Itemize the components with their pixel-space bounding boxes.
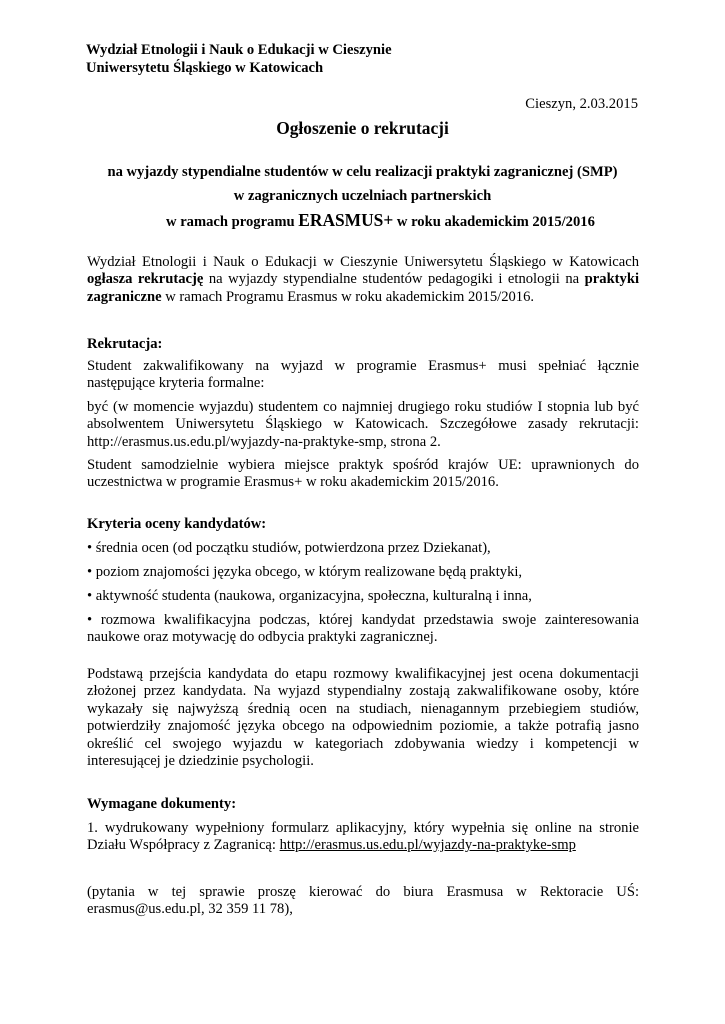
documents-item-1: [87, 820, 639, 855]
documents-item-1-text: 1. wydrukowany wypełniony formularz aplikacyjny, który wypełnia się online na stronie Działu Współpracy z Zagranicą:: [87, 820, 639, 854]
page-title: Ogłoszenie o rekrutacji: [276, 118, 449, 138]
recruitment-paragraph-3: Student samodzielnie wybiera miejsce praktyk spośród krajów UE: uprawnionych do uczestnictwa w programie Erasmus+ w roku akademickim 2015/2016.: [87, 457, 639, 491]
application-form-link[interactable]: http://erasmus.us.edu.pl/wyjazdy-na-praktyke-smp: [279, 837, 576, 854]
criteria-item-4: • rozmowa kwalifikacyjna podczas, której kandydat przedstawia swoje zainteresowania naukowe oraz motywację do odbycia praktyki zagranicznej.: [87, 612, 639, 646]
contact-paragraph: (pytania w tej sprawie proszę kierować do biura Erasmusa w Rektoracie UŚ: erasmus@us.edu.pl, 32 359 11 78),: [87, 884, 639, 918]
subtitle-line-3: [166, 212, 595, 231]
recruitment-paragraph-1: Student zakwalifikowany na wyjazd w programie Erasmus+ musi spełniać łącznie następujące kryteria formalne:: [87, 358, 639, 392]
intro-bold-2: praktyki zagraniczne: [87, 271, 640, 305]
intro-part-3: w ramach Programu Erasmus w roku akademickim 2015/2016.: [161, 288, 535, 305]
intro-bold-1: ogłasza rekrutację: [87, 271, 204, 288]
recruitment-paragraph-2: być (w momencie wyjazdu) studentem co najmniej drugiego roku studiów I stopnia lub być absolwentem Uniwersytetu Śląskiego w Katowicach. Szczegółowe zasady rekrutacji: http://erasmus.us.edu.pl/wyjazdy-na-praktyke-smp, strona 2.: [87, 399, 639, 450]
intro-part-1: Wydział Etnologii i Nauk o Edukacji w Cieszynie Uniwersytetu Śląskiego w Katowicach: [87, 254, 639, 270]
intro-part-2: na wyjazdy stypendialne studentów pedagogiki i etnologii na: [203, 271, 585, 288]
university-name: Uniwersytetu Śląskiego w Katowicach: [86, 60, 324, 76]
recruitment-heading: Rekrutacja:: [87, 336, 163, 352]
subtitle-line-2: w zagranicznych uczelniach partnerskich: [233, 188, 492, 204]
subtitle-line-3-pre: w ramach programu: [166, 214, 299, 230]
intro-paragraph: [87, 254, 639, 306]
program-name: ERASMUS+: [298, 210, 394, 230]
criteria-item-1: • średnia ocen (od początku studiów, potwierdzona przez Dziekanat),: [87, 540, 491, 556]
criteria-item-2: • poziom znajomości języka obcego, w którym realizowane będą praktyki,: [87, 564, 523, 580]
criteria-heading: Kryteria oceny kandydatów:: [87, 516, 267, 532]
subtitle-line-1: na wyjazdy stypendialne studentów w celu realizacji praktyki zagranicznej (SMP): [107, 164, 618, 180]
subtitle-line-3-post: w roku akademickim 2015/2016: [393, 214, 595, 230]
documents-heading: Wymagane dokumenty:: [87, 796, 237, 812]
document-date: Cieszyn, 2.03.2015: [525, 96, 638, 112]
faculty-name: Wydział Etnologii i Nauk o Edukacji w Cieszynie: [86, 42, 392, 58]
criteria-item-3: • aktywność studenta (naukowa, organizacyjna, społeczna, kulturalną i inna,: [87, 588, 532, 604]
basis-paragraph: Podstawą przejścia kandydata do etapu rozmowy kwalifikacyjnej jest ocena dokumentacji złożonej przez kandydata. Na wyjazd stypendialny zostają zakwalifikowane osoby, które wykazały się najwyższą średnią ocen na studiach, nienagannym przebiegiem studiów, potwierdziły znajomość języka obcego na odpowiednim poziomie, a także potrafią jasno określić cel swojego wyjazdu w kategoriach zdobywania wiedzy i kompetencji w interesującej je dziedzinie psychologii.: [87, 666, 639, 770]
